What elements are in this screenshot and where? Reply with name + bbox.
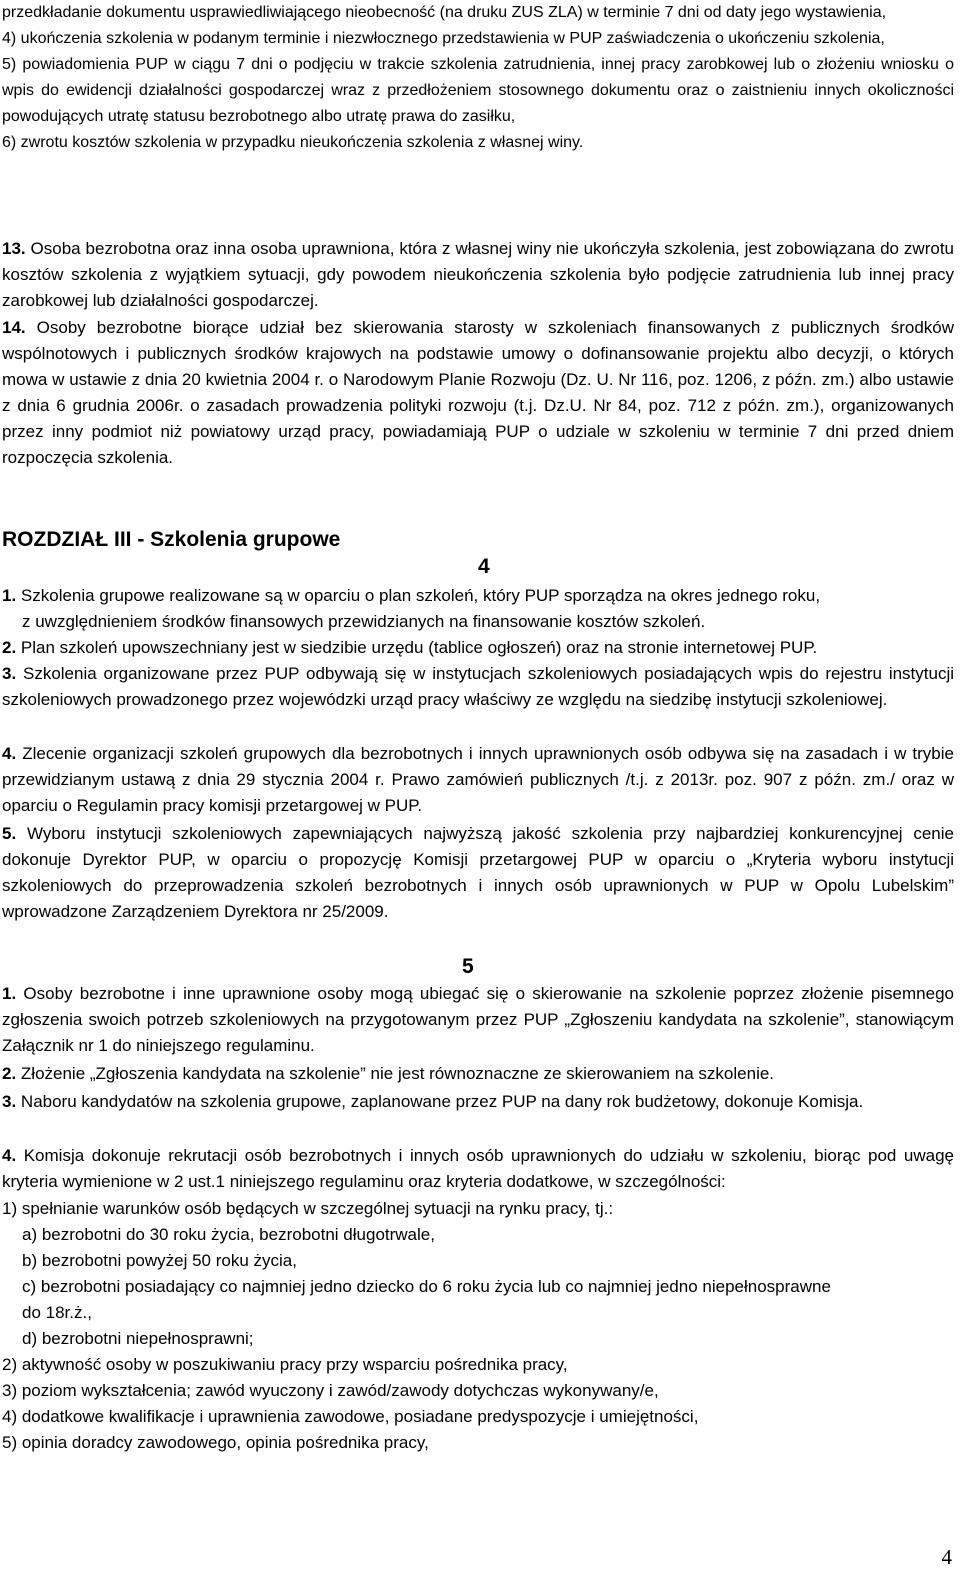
section-5-item-2 (2, 1061, 954, 1087)
section-4-item-3 (2, 661, 954, 713)
section-4-item-4 (2, 741, 954, 819)
item-text: Szkolenia organizowane przez PUP odbywają się w instytucjach szkoleniowych posiadających wpis do rejestru instytucji szkoleniowych prowadzonego przez wojewódzki urząd pracy właściwy ze względu na siedzibę instytucji szkoleniowej. (2, 664, 954, 709)
section-4-item-2 (2, 635, 954, 661)
chapter-heading: ROZDZIAŁ III - Szkolenia grupowe (2, 528, 341, 551)
list-item: b) bezrobotni powyżej 50 roku życia, (22, 1251, 297, 1270)
item-number: 1. (2, 984, 17, 1003)
section-4-item-1-cont: z uwzględnieniem środków finansowych przewidzianych na finansowanie kosztów szkoleń. (22, 612, 706, 631)
item-text: Szkolenia grupowe realizowane są w oparciu o plan szkoleń, który PUP sporządza na okres jednego roku, (16, 586, 821, 605)
list-item: 3) poziom wykształcenia; zawód wyuczony i zawód/zawody dotychczas wykonywany/e, (2, 1381, 659, 1400)
item-number: 3. (2, 1092, 17, 1111)
item-number: 5. (2, 824, 17, 843)
paragraph-text: Osoba bezrobotna oraz inna osoba uprawniona, która z własnej winy nie ukończyła szkolenia, jest zobowiązana do zwrotu kosztów szkolenia z wyjątkiem sytuacji, gdy powodem nieukończenia szkolenia było podjęcie zatrudnienia lub innej pracy zarobkowej lub działalności gospodarczej. (2, 239, 954, 310)
text-line: 6) zwrotu kosztów szkolenia w przypadku nieukończenia szkolenia z własnej winy. (2, 134, 584, 151)
list-item: 2) aktywność osoby w poszukiwaniu pracy przy wsparciu pośrednika pracy, (2, 1355, 568, 1374)
list-item: do 18r.ż., (22, 1303, 92, 1322)
section-5-item-4 (2, 1143, 954, 1195)
list-item: 1) spełnianie warunków osób będących w szczególnej sytuacji na rynku pracy, tj.: (2, 1199, 614, 1218)
section-number: 4 (478, 555, 490, 578)
text-line: 4) ukończenia szkolenia w podanym terminie i niezwłocznego przedstawienia w PUP zaświadczenia o ukończeniu szkolenia, (2, 30, 885, 47)
item-number: 3. (2, 664, 17, 683)
paragraph-14 (2, 315, 954, 471)
text-line: 5) powiadomienia PUP w ciągu 7 dni o podjęciu w trakcie szkolenia zatrudnienia, innej pracy zarobkowej lub o złożeniu wniosku o wpis do ewidencji działalności gospodarczej wraz z przedłożeniem stosownego dokumentu oraz o zaistnieniu innych okoliczności powodujących utratę statusu bezrobotnego albo utratę prawa do zasiłku, (2, 56, 954, 125)
item-number: 2. (2, 638, 17, 657)
section-5-item-3 (2, 1089, 954, 1115)
list-item: a) bezrobotni do 30 roku życia, bezrobotni długotrwale, (22, 1225, 435, 1244)
item-text: Plan szkoleń upowszechniany jest w siedzibie urzędu (tablice ogłoszeń) oraz na stronie internetowej PUP. (16, 638, 818, 657)
list-item: c) bezrobotni posiadający co najmniej jedno dziecko do 6 roku życia lub co najmniej jedno niepełnosprawne (22, 1277, 831, 1296)
list-item: 5) opinia doradcy zawodowego, opinia pośrednika pracy, (2, 1433, 429, 1452)
item-number: 4. (2, 1146, 17, 1165)
top-block (2, 0, 954, 156)
text-line: przedkładanie dokumentu usprawiedliwiającego nieobecność (na druku ZUS ZLA) w terminie 7 dni od daty jego wystawienia, (2, 4, 887, 21)
paragraph-text: Osoby bezrobotne biorące udział bez skierowania starosty w szkoleniach finansowanych z publicznych środków wspólnotowych i publicznych środków krajowych na podstawie umowy o dofinansowanie projektu albo decyzji, o których mowa w ustawie z dnia 20 kwietnia 2004 r. o Narodowym Planie Rozwoju (Dz. U. Nr 116, poz. 1206, z późn. zm.) albo ustawie z dnia 6 grudnia 2006r. o zasadach prowadzenia polityki rozwoju (t.j. Dz.U. Nr 84, poz. 712 z późn. zm.), organizowanych przez inny podmiot niż powiatowy urząd pracy, powiadamiają PUP o udziale w szkoleniu w terminie 7 dni przed dniem rozpoczęcia szkolenia. (2, 318, 954, 467)
criteria-list (2, 1196, 954, 1456)
list-item: 4) dodatkowe kwalifikacje i uprawnienia zawodowe, posiadane predyspozycje i umiejętności, (2, 1407, 699, 1426)
item-text: Naboru kandydatów na szkolenia grupowe, zaplanowane przez PUP na dany rok budżetowy, dokonuje Komisja. (16, 1092, 864, 1111)
item-number: 1. (2, 586, 17, 605)
page-number: 4 (941, 1545, 952, 1569)
paragraph-number: 14. (2, 318, 26, 337)
section-5-item-1 (2, 981, 954, 1059)
item-text: Komisja dokonuje rekrutacji osób bezrobotnych i innych osób uprawnionych do udziału w szkoleniu, biorąc pod uwagę kryteria wymienione w 2 ust.1 niniejszego regulaminu oraz kryteria dodatkowe, w szczególności: (2, 1146, 954, 1191)
paragraph-13 (2, 236, 954, 314)
item-number: 2. (2, 1064, 17, 1083)
section-4-sign (478, 555, 490, 579)
section-4-item-5 (2, 821, 954, 925)
item-text: Osoby bezrobotne i inne uprawnione osoby mogą ubiegać się o skierowanie na szkolenie poprzez złożenie pisemnego zgłoszenia swoich potrzeb szkoleniowych na przygotowanym przez PUP „Zgłoszeniu kandydata na szkolenie”, stanowiącym Załącznik nr 1 do niniejszego regulaminu. (2, 984, 954, 1055)
list-item: d) bezrobotni niepełnosprawni; (22, 1329, 254, 1348)
item-text: Złożenie „Zgłoszenia kandydata na szkolenie” nie jest równoznaczne ze skierowaniem na szkolenie. (16, 1064, 775, 1083)
section-5-sign (462, 955, 474, 979)
item-number: 4. (2, 744, 17, 763)
item-text: Wyboru instytucji szkoleniowych zapewniających najwyższą jakość szkolenia przy najbardziej konkurencyjnej cenie dokonuje Dyrektor PUP, w oparciu o propozycję Komisji przetargowej PUP w oparciu o „Kryteria wyboru instytucji szkoleniowych do przeprowadzenia szkoleń bezrobotnych i innych osób uprawnionych w PUP w Opolu Lubelskim” wprowadzone Zarządzeniem Dyrektora nr 25/2009. (2, 824, 954, 921)
item-text: Zlecenie organizacji szkoleń grupowych dla bezrobotnych i innych uprawnionych osób odbywa się na zasadach i w trybie przewidzianym ustawą z dnia 29 stycznia 2004 r. Prawo zamówień publicznych /t.j. z 2013r. poz. 907 z późn. zm./ oraz w oparciu o Regulamin pracy komisji przetargowej w PUP. (2, 744, 954, 815)
section-4-item-1 (2, 583, 954, 609)
section-number: 5 (462, 955, 474, 978)
paragraph-number: 13. (2, 239, 26, 258)
